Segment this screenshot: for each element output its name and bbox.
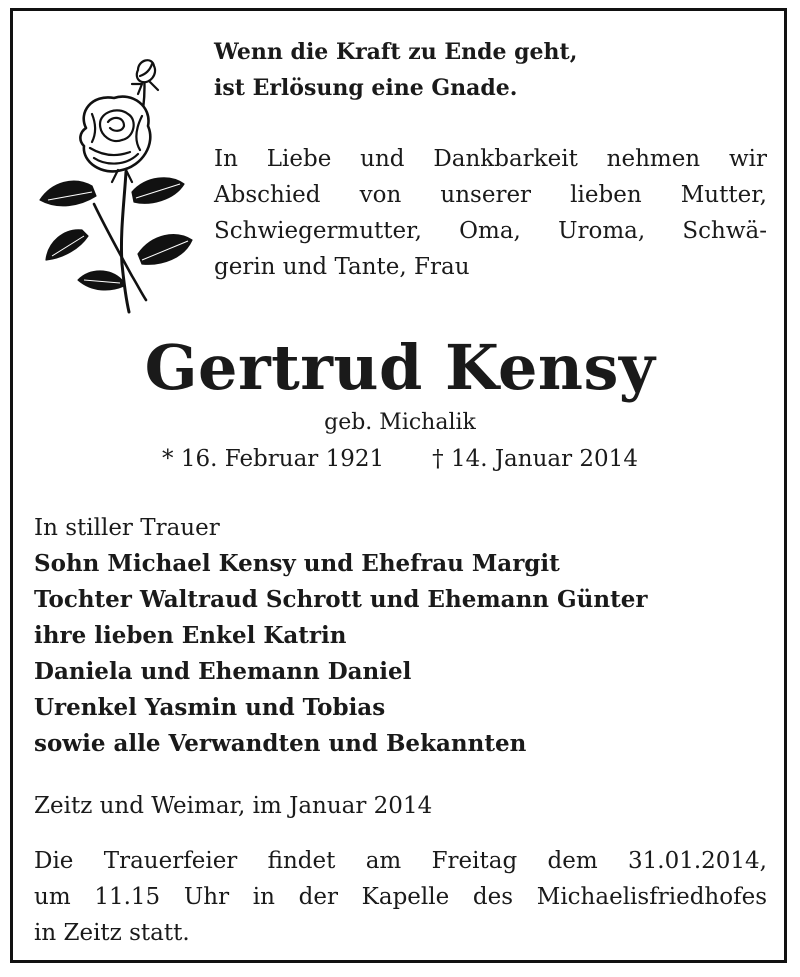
motto-line-1: Wenn die Kraft zu Ende geht, <box>214 39 578 65</box>
mourner-line: ihre lieben Enkel Katrin <box>34 622 347 649</box>
mourner-line: Sohn Michael Kensy und Ehefrau Margit <box>34 550 560 577</box>
intro-line-3: Schwiegermutter, Oma, Uroma, Schwä- <box>214 218 767 244</box>
mourner-line: Urenkel Yasmin und Tobias <box>34 694 386 721</box>
funeral-line-1: Die Trauerfeier findet am Freitag dem 31.01.2014, <box>34 848 767 874</box>
motto-line-2: ist Erlösung eine Gnade. <box>214 75 518 101</box>
intro-line-1: In Liebe und Dankbarkeit nehmen wir <box>214 146 767 172</box>
funeral-line-3: in Zeitz statt. <box>34 920 190 946</box>
deceased-name: Gertrud Kensy <box>144 331 656 404</box>
intro-line-2: Abschied von unserer lieben Mutter, <box>214 182 767 208</box>
maiden-name: geb. Michalik <box>324 410 476 435</box>
funeral-info <box>34 843 767 951</box>
mourners-heading: In stiller Trauer <box>34 515 220 541</box>
mourner-line: Tochter Waltraud Schrott und Ehemann Günter <box>34 586 648 613</box>
rose-icon <box>34 54 196 316</box>
funeral-line-2: um 11.15 Uhr in der Kapelle des Michaelisfriedhofes <box>34 884 767 910</box>
place-date: Zeitz und Weimar, im Januar 2014 <box>34 793 433 819</box>
motto <box>214 34 774 106</box>
life-dates <box>0 443 800 475</box>
intro-line-4: gerin und Tante, Frau <box>214 254 470 280</box>
mourner-line: Daniela und Ehemann Daniel <box>34 658 412 685</box>
intro-text <box>214 141 767 285</box>
mourners-list <box>34 510 774 762</box>
death-date: † 14. Januar 2014 <box>432 446 638 472</box>
birth-date: * 16. Februar 1921 <box>162 446 385 472</box>
mourner-line: sowie alle Verwandten und Bekannten <box>34 730 527 757</box>
